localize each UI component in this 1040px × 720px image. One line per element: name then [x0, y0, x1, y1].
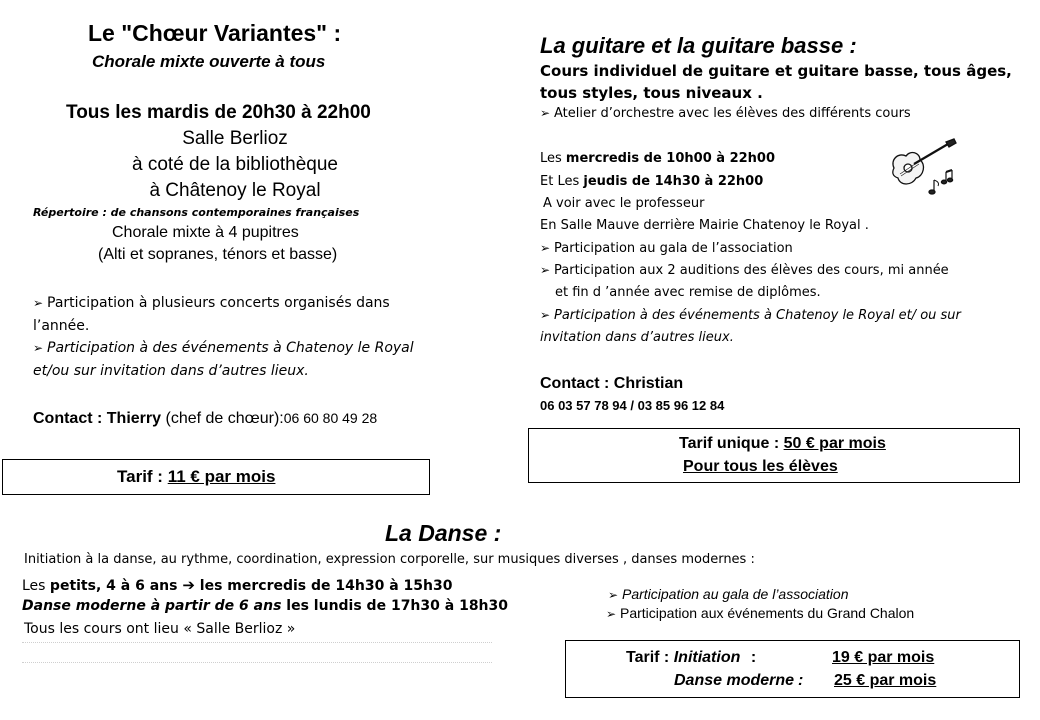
- choeur-subtitle: Chorale mixte ouverte à tous: [92, 52, 326, 71]
- guitare-contact-phones: 06 03 57 78 94 / 03 85 96 12 84: [540, 398, 725, 413]
- guitare-tarif: [679, 435, 886, 453]
- guitare-jeudi: [540, 174, 763, 189]
- guitare-contact-name: Christian: [613, 375, 684, 392]
- choeur-repertoire: Répertoire : de chansons contemporaines françaises: [33, 206, 360, 219]
- guitare-salle: En Salle Mauve derrière Mairie Chatenoy le Royal .: [540, 218, 869, 233]
- choeur-schedule: Tous les mardis de 20h30 à 22h00: [66, 102, 371, 123]
- arrow-bullet-icon: ➢: [540, 308, 551, 322]
- choeur-contact: [33, 410, 377, 428]
- guitare-gala-text: Participation au gala de l’association: [554, 241, 793, 256]
- guitar-icon: [888, 138, 960, 196]
- guitare-intro-2: tous styles, tous niveaux .: [540, 84, 763, 102]
- arrow-bullet-icon: ➢: [33, 341, 44, 355]
- guitare-tarif-line-2: Pour tous les élèves: [683, 458, 838, 475]
- danse-lieu: Tous les cours ont lieu « Salle Berlioz »: [24, 621, 296, 637]
- danse-gala-text: Participation au gala de l’association: [622, 586, 849, 602]
- guitare-tarif-value: 50 € par mois: [783, 435, 886, 452]
- danse-tarif-init-value: 19 € par mois: [832, 649, 935, 666]
- danse-petits-ages: , 4 à 6 ans: [95, 578, 183, 594]
- choeur-tarif-value: 11 € par mois: [167, 467, 276, 486]
- guitare-auditions-text: Participation aux 2 auditions des élèves des cours, mi année: [554, 263, 949, 278]
- choeur-contact-phone: 06 60 80 49 28: [283, 410, 378, 426]
- arrow-bullet-icon: ➢: [540, 106, 551, 120]
- danse-title: La Danse :: [385, 520, 502, 546]
- danse-tarif-moderne-value: 25 € par mois: [834, 672, 937, 689]
- danse-tarif-init-colon: :: [750, 649, 757, 666]
- choeur-place-3: à Châtenoy le Royal: [149, 180, 321, 201]
- danse-petits: [22, 576, 452, 594]
- danse-moderne-label: Danse moderne à partir de 6 ans: [22, 598, 282, 614]
- danse-moderne-hours: les lundis de 17h30 à 18h30: [281, 598, 509, 614]
- guitare-atelier-text: Atelier d’orchestre avec les élèves des différents cours: [554, 106, 911, 121]
- danse-tarif-box: [565, 640, 1020, 698]
- arrow-bullet-icon: ➢: [540, 241, 551, 255]
- danse-petits-prefix: Les: [22, 578, 50, 594]
- choeur-bullet-2: [33, 340, 414, 356]
- choeur-tarif-label: Tarif :: [117, 467, 163, 486]
- choeur-bullet-1: [33, 295, 390, 311]
- danse-tarif-moderne-colon: :: [798, 672, 804, 689]
- guitare-tarif-box: [528, 428, 1020, 483]
- choeur-bullet-2-text: Participation à des événements à Chatenoy le Royal: [47, 340, 414, 356]
- choeur-place-1: Salle Berlioz: [182, 128, 288, 149]
- choeur-place-2: à coté de la bibliothèque: [132, 154, 338, 175]
- guitare-auditions-2: et fin d ’année avec remise de diplômes.: [555, 285, 821, 300]
- guitare-mercredi-prefix: Les: [540, 151, 566, 166]
- guitare-mercredi: [540, 151, 775, 166]
- guitare-events-text: Participation à des événements à Chatenoy le Royal et/ ou sur: [554, 308, 961, 323]
- danse-tarif-init-label: Initiation: [673, 649, 741, 666]
- danse-dotted-line-2: [22, 662, 492, 663]
- guitare-jeudi-prefix: Et Les: [540, 174, 584, 189]
- guitare-gala: [540, 241, 793, 256]
- danse-tarif-moderne: [674, 672, 803, 690]
- danse-petits-hours: les mercredis de 14h30 à 15h30: [194, 578, 453, 594]
- danse-gala: [608, 586, 848, 602]
- choeur-voices: (Alti et sopranes, ténors et basse): [98, 246, 338, 263]
- arrow-bullet-icon: ➢: [608, 588, 619, 602]
- guitare-prof: A voir avec le professeur: [543, 196, 705, 211]
- choeur-title: Le "Chœur Variantes" :: [88, 20, 342, 46]
- danse-petits-word: petits: [49, 578, 96, 594]
- choeur-bullet-1-text: Participation à plusieurs concerts organisés dans: [47, 295, 390, 311]
- guitare-jeudi-hours: jeudis de 14h30 à 22h00: [583, 174, 764, 189]
- danse-tarif-label: Tarif :: [626, 649, 670, 666]
- guitare-atelier: [540, 106, 911, 121]
- guitare-contact: [540, 375, 683, 393]
- choeur-contact-name: Thierry: [106, 410, 162, 427]
- arrow-bullet-icon: ➢: [33, 296, 44, 310]
- guitare-title: La guitare et la guitare basse :: [540, 33, 857, 58]
- arrow-right-icon: ➔: [182, 576, 195, 594]
- choeur-bullet-1-cont: l’année.: [33, 318, 90, 334]
- guitare-contact-label: Contact :: [540, 375, 610, 392]
- arrow-bullet-icon: ➢: [606, 607, 617, 621]
- guitare-auditions-1: [540, 263, 949, 278]
- danse-grand-chalon-text: Participation aux événements du Grand Chalon: [620, 605, 915, 621]
- choeur-bullet-2-cont: et/ou sur invitation dans d’autres lieux.: [33, 363, 309, 379]
- guitare-events-1: [540, 308, 961, 323]
- guitare-intro-1: Cours individuel de guitare et guitare basse, tous âges,: [540, 62, 1012, 80]
- choeur-contact-label: Contact :: [33, 410, 103, 427]
- guitare-tarif-label: Tarif unique :: [679, 435, 780, 452]
- choeur-pupitres: Chorale mixte à 4 pupitres: [112, 224, 299, 241]
- choeur-tarif-box: [2, 459, 430, 495]
- danse-intro: Initiation à la danse, au rythme, coordination, expression corporelle, sur musiques diverses , danses modernes :: [24, 552, 755, 567]
- danse-dotted-line-1: [22, 642, 492, 643]
- choeur-tarif: [117, 467, 275, 487]
- danse-tarif-initiation: [626, 649, 756, 667]
- choeur-contact-role: (chef de chœur):: [165, 410, 284, 427]
- guitare-events-2: invitation dans d’autres lieux.: [540, 330, 734, 345]
- arrow-bullet-icon: ➢: [540, 263, 551, 277]
- danse-grand-chalon: [606, 605, 914, 621]
- guitare-mercredi-hours: mercredis de 10h00 à 22h00: [565, 151, 776, 166]
- danse-moderne: [22, 598, 508, 614]
- danse-tarif-moderne-label: Danse moderne: [674, 672, 795, 689]
